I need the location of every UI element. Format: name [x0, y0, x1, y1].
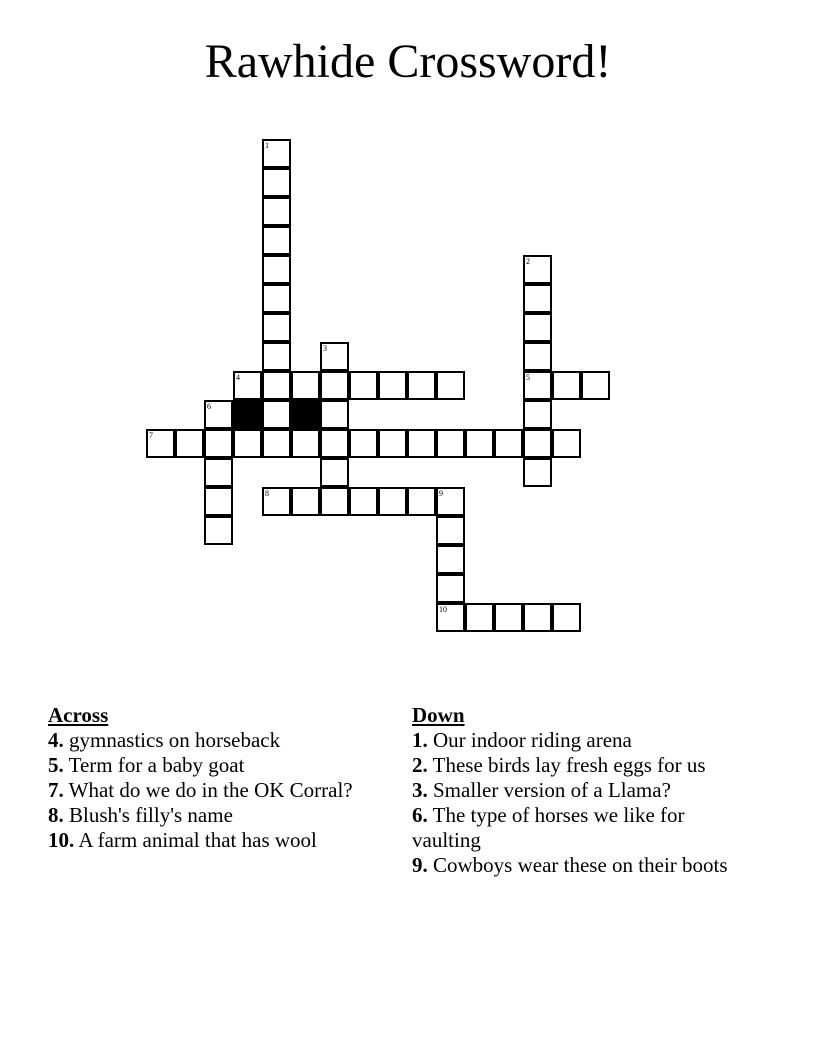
answer-cell[interactable] — [523, 400, 552, 429]
clue-text: Smaller version of a Llama? — [433, 778, 671, 802]
clue-number: 5. — [48, 753, 64, 777]
answer-cell[interactable] — [523, 284, 552, 313]
answer-cell[interactable] — [291, 429, 320, 458]
clue-text: These birds lay fresh eggs for us — [432, 753, 706, 777]
answer-cell[interactable] — [320, 429, 349, 458]
cell-number: 6 — [207, 402, 211, 411]
answer-cell[interactable] — [233, 429, 262, 458]
answer-cell[interactable] — [523, 603, 552, 632]
answer-cell[interactable] — [291, 487, 320, 516]
clue-number: 6. — [412, 803, 428, 827]
answer-cell[interactable] — [552, 603, 581, 632]
answer-cell[interactable] — [523, 429, 552, 458]
down-clue — [412, 803, 752, 853]
clue-number: 2. — [412, 753, 428, 777]
cell-number: 10 — [439, 605, 447, 614]
answer-cell[interactable] — [494, 603, 523, 632]
answer-cell[interactable] — [262, 371, 291, 400]
clue-number: 4. — [48, 728, 64, 752]
answer-cell[interactable] — [204, 429, 233, 458]
clue-number: 10. — [48, 828, 75, 852]
answer-cell[interactable] — [407, 429, 436, 458]
answer-cell[interactable] — [436, 545, 465, 574]
answer-cell[interactable] — [407, 487, 436, 516]
answer-cell[interactable] — [320, 487, 349, 516]
answer-cell[interactable] — [146, 429, 175, 458]
down-heading: Down — [412, 703, 465, 727]
answer-cell[interactable] — [494, 429, 523, 458]
answer-cell[interactable] — [291, 371, 320, 400]
clue-text: The type of horses we like for vaulting — [412, 803, 685, 852]
across-clue — [48, 778, 398, 803]
page-title: Rawhide Crossword! — [204, 35, 612, 88]
across-clue — [48, 728, 398, 753]
clue-text: Term for a baby goat — [68, 753, 245, 777]
answer-cell[interactable] — [320, 458, 349, 487]
cell-number: 7 — [149, 431, 153, 440]
answer-cell[interactable] — [436, 574, 465, 603]
down-clue — [412, 728, 752, 753]
answer-cell[interactable] — [262, 487, 291, 516]
clue-number: 1. — [412, 728, 428, 752]
answer-cell[interactable] — [349, 371, 378, 400]
cell-number: 3 — [323, 344, 327, 353]
clue-number: 9. — [412, 853, 428, 877]
down-clue — [412, 853, 752, 878]
answer-cell[interactable] — [320, 342, 349, 371]
cell-number: 5 — [526, 373, 530, 382]
answer-cell[interactable] — [523, 255, 552, 284]
answer-cell[interactable] — [523, 342, 552, 371]
answer-cell[interactable] — [262, 255, 291, 284]
clue-text: Our indoor riding arena — [433, 728, 632, 752]
answer-cell[interactable] — [465, 429, 494, 458]
answer-cell[interactable] — [465, 603, 494, 632]
answer-cell[interactable] — [262, 313, 291, 342]
answer-cell[interactable] — [436, 487, 465, 516]
answer-cell[interactable] — [436, 516, 465, 545]
cell-number: 4 — [236, 373, 240, 382]
black-cell — [233, 400, 262, 429]
cell-number: 2 — [526, 257, 530, 266]
down-clues — [412, 703, 752, 878]
clue-text: Cowboys wear these on their boots — [433, 853, 728, 877]
answer-cell[interactable] — [175, 429, 204, 458]
answer-cell[interactable] — [523, 458, 552, 487]
answer-cell[interactable] — [378, 429, 407, 458]
cell-number: 1 — [265, 141, 269, 150]
answer-cell[interactable] — [436, 429, 465, 458]
across-heading: Across — [48, 703, 109, 727]
cell-number: 8 — [265, 489, 269, 498]
across-clue — [48, 828, 398, 853]
black-cell — [291, 400, 320, 429]
answer-cell[interactable] — [349, 429, 378, 458]
down-clue — [412, 753, 752, 778]
down-clue — [412, 778, 752, 803]
answer-cell[interactable] — [262, 139, 291, 168]
answer-cell[interactable] — [349, 487, 378, 516]
answer-cell[interactable] — [204, 487, 233, 516]
across-clues — [48, 703, 398, 853]
answer-cell[interactable] — [320, 371, 349, 400]
answer-cell[interactable] — [552, 371, 581, 400]
clue-text: gymnastics on horseback — [69, 728, 281, 752]
answer-cell[interactable] — [407, 371, 436, 400]
answer-cell[interactable] — [204, 458, 233, 487]
answer-cell[interactable] — [204, 516, 233, 545]
clue-number: 3. — [412, 778, 428, 802]
answer-cell[interactable] — [581, 371, 610, 400]
answer-cell[interactable] — [262, 226, 291, 255]
clue-number: 8. — [48, 803, 64, 827]
across-clue — [48, 753, 398, 778]
answer-cell[interactable] — [436, 603, 465, 632]
answer-cell[interactable] — [262, 400, 291, 429]
answer-cell[interactable] — [204, 400, 233, 429]
answer-cell[interactable] — [233, 371, 262, 400]
answer-cell[interactable] — [523, 371, 552, 400]
answer-cell[interactable] — [262, 197, 291, 226]
answer-cell[interactable] — [262, 168, 291, 197]
clue-text: A farm animal that has wool — [78, 828, 317, 852]
answer-cell[interactable] — [436, 371, 465, 400]
clue-text: Blush's filly's name — [69, 803, 233, 827]
answer-cell[interactable] — [378, 371, 407, 400]
across-clue — [48, 803, 398, 828]
clue-number: 7. — [48, 778, 64, 802]
answer-cell[interactable] — [523, 313, 552, 342]
clue-text: What do we do in the OK Corral? — [68, 778, 353, 802]
cell-number: 9 — [439, 489, 443, 498]
answer-cell[interactable] — [262, 284, 291, 313]
answer-cell[interactable] — [320, 400, 349, 429]
answer-cell[interactable] — [552, 429, 581, 458]
answer-cell[interactable] — [262, 429, 291, 458]
answer-cell[interactable] — [262, 342, 291, 371]
answer-cell[interactable] — [378, 487, 407, 516]
